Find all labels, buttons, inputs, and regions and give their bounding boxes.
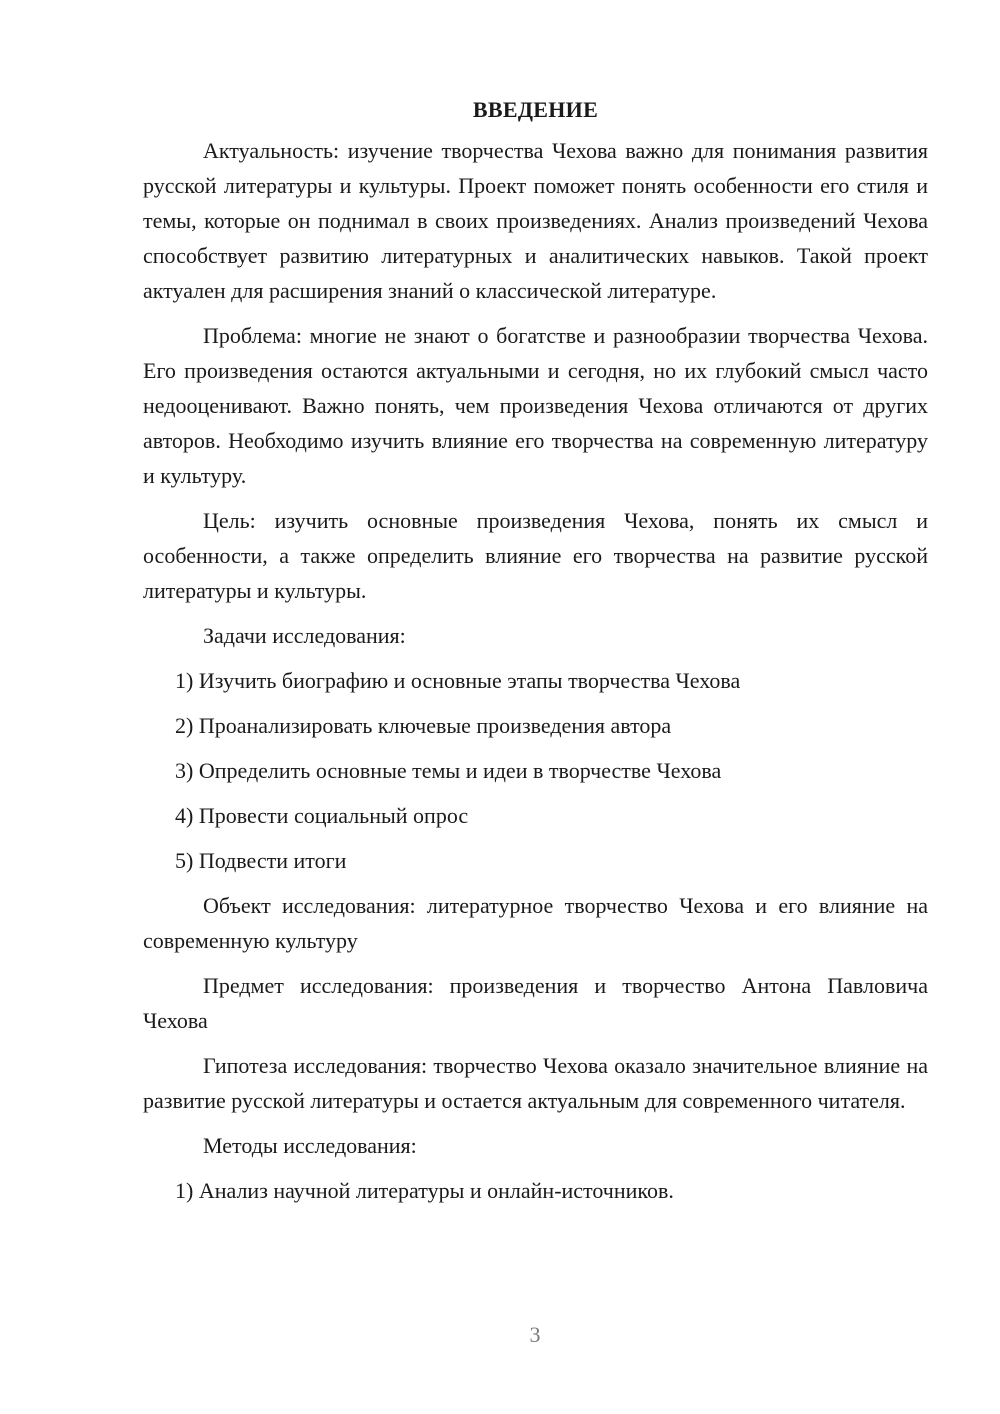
task-item: 4) Провести социальный опрос [175, 803, 469, 828]
document-page [143, 92, 928, 1218]
methods-list [143, 1173, 928, 1208]
task-item: 1) Изучить биографию и основные этапы творчества Чехова [175, 668, 741, 693]
relevance-paragraph: Актуальность: изучение творчества Чехова важно для понимания развития русской литературы и культуры. Проект поможет понять особенности его стиля и темы, которые он поднимал в своих произведениях. Анализ произведений Чехова способствует развитию литературных и аналитических навыков. Такой проект актуален для расширения знаний о классической литературе. [143, 138, 928, 303]
task-item: 5) Подвести итоги [175, 848, 347, 873]
tasks-list [143, 663, 928, 878]
tasks-heading: Задачи исследования: [203, 623, 406, 648]
page-number: 3 [529, 1322, 541, 1347]
subject-paragraph: Предмет исследования: произведения и творчество Антона Павловича Чехова [143, 973, 928, 1033]
method-item: 1) Анализ научной литературы и онлайн-источников. [175, 1178, 674, 1203]
object-paragraph: Объект исследования: литературное творчество Чехова и его влияние на современную культуру [143, 893, 928, 953]
section-title: ВВЕДЕНИЕ [472, 97, 599, 122]
problem-paragraph: Проблема: многие не знают о богатстве и разнообразии творчества Чехова. Его произведения остаются актуальными и сегодня, но их глубокий смысл часто недооценивают. Важно понять, чем произведения Чехова отличаются от других авторов. Необходимо изучить влияние его творчества на современную литературу и культуру. [143, 323, 928, 488]
goal-paragraph: Цель: изучить основные произведения Чехова, понять их смысл и особенности, а также определить влияние его творчества на развитие русской литературы и культуры. [143, 508, 928, 603]
task-item: 2) Проанализировать ключевые произведения автора [175, 713, 672, 738]
task-item: 3) Определить основные темы и идеи в творчестве Чехова [175, 758, 722, 783]
methods-heading: Методы исследования: [203, 1133, 417, 1158]
hypothesis-paragraph: Гипотеза исследования: творчество Чехова оказало значительное влияние на развитие русской литературы и остается актуальным для современного читателя. [143, 1053, 928, 1113]
